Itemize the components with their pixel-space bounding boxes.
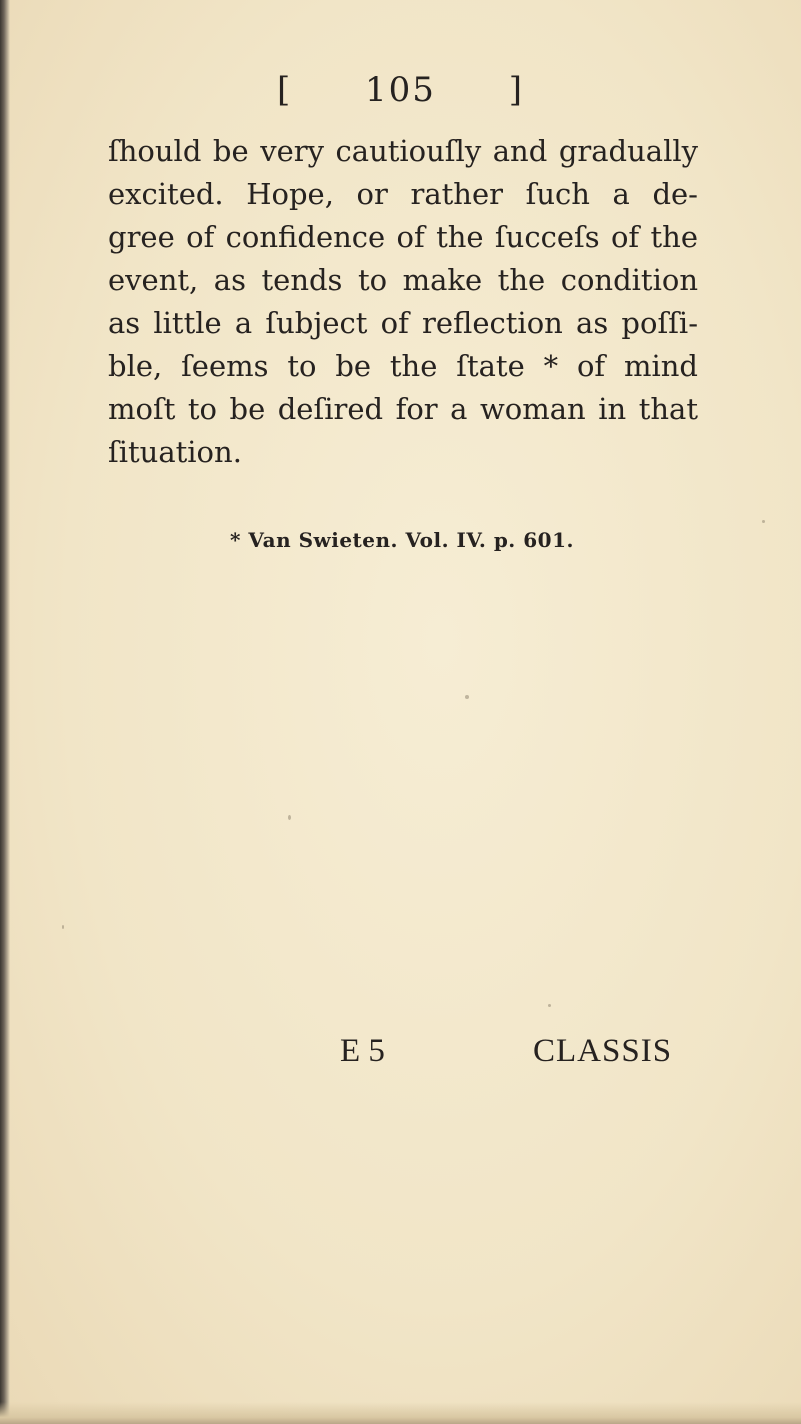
text-line: moſt to be deſired for a woman in that [108,392,698,426]
paper-speck [62,925,64,929]
binding-edge [0,0,10,1424]
signature-mark: E 5 [340,1033,385,1069]
text-line: ble, ſeems to be the ſtate * of mind [108,349,698,383]
text-line: gree of confidence of the ſucceſs of the [108,220,698,254]
page-number: 105 [365,70,436,110]
text-line: ſhould be very cautiouſly and gradually [108,134,698,168]
running-header [0,70,801,110]
footnote: * Van Swieten. Vol. IV. p. 601. [230,528,574,552]
paper-speck [762,520,765,523]
page-bottom-edge [0,1402,801,1424]
body-paragraph [108,130,698,474]
text-line: ſituation. [108,435,242,469]
text-line: event, as tends to make the condition [108,263,698,297]
text-line: excited. Hope, or rather ſuch a de- [108,177,698,211]
paper-speck [548,1004,551,1007]
header-close-bracket: ] [508,70,525,110]
paper-speck [465,695,469,699]
paper-speck [288,815,291,820]
header-open-bracket: [ [276,70,293,110]
catchword: CLASSIS [533,1033,673,1069]
text-line: as little a ſubject of reflection as poſſi- [108,306,698,340]
